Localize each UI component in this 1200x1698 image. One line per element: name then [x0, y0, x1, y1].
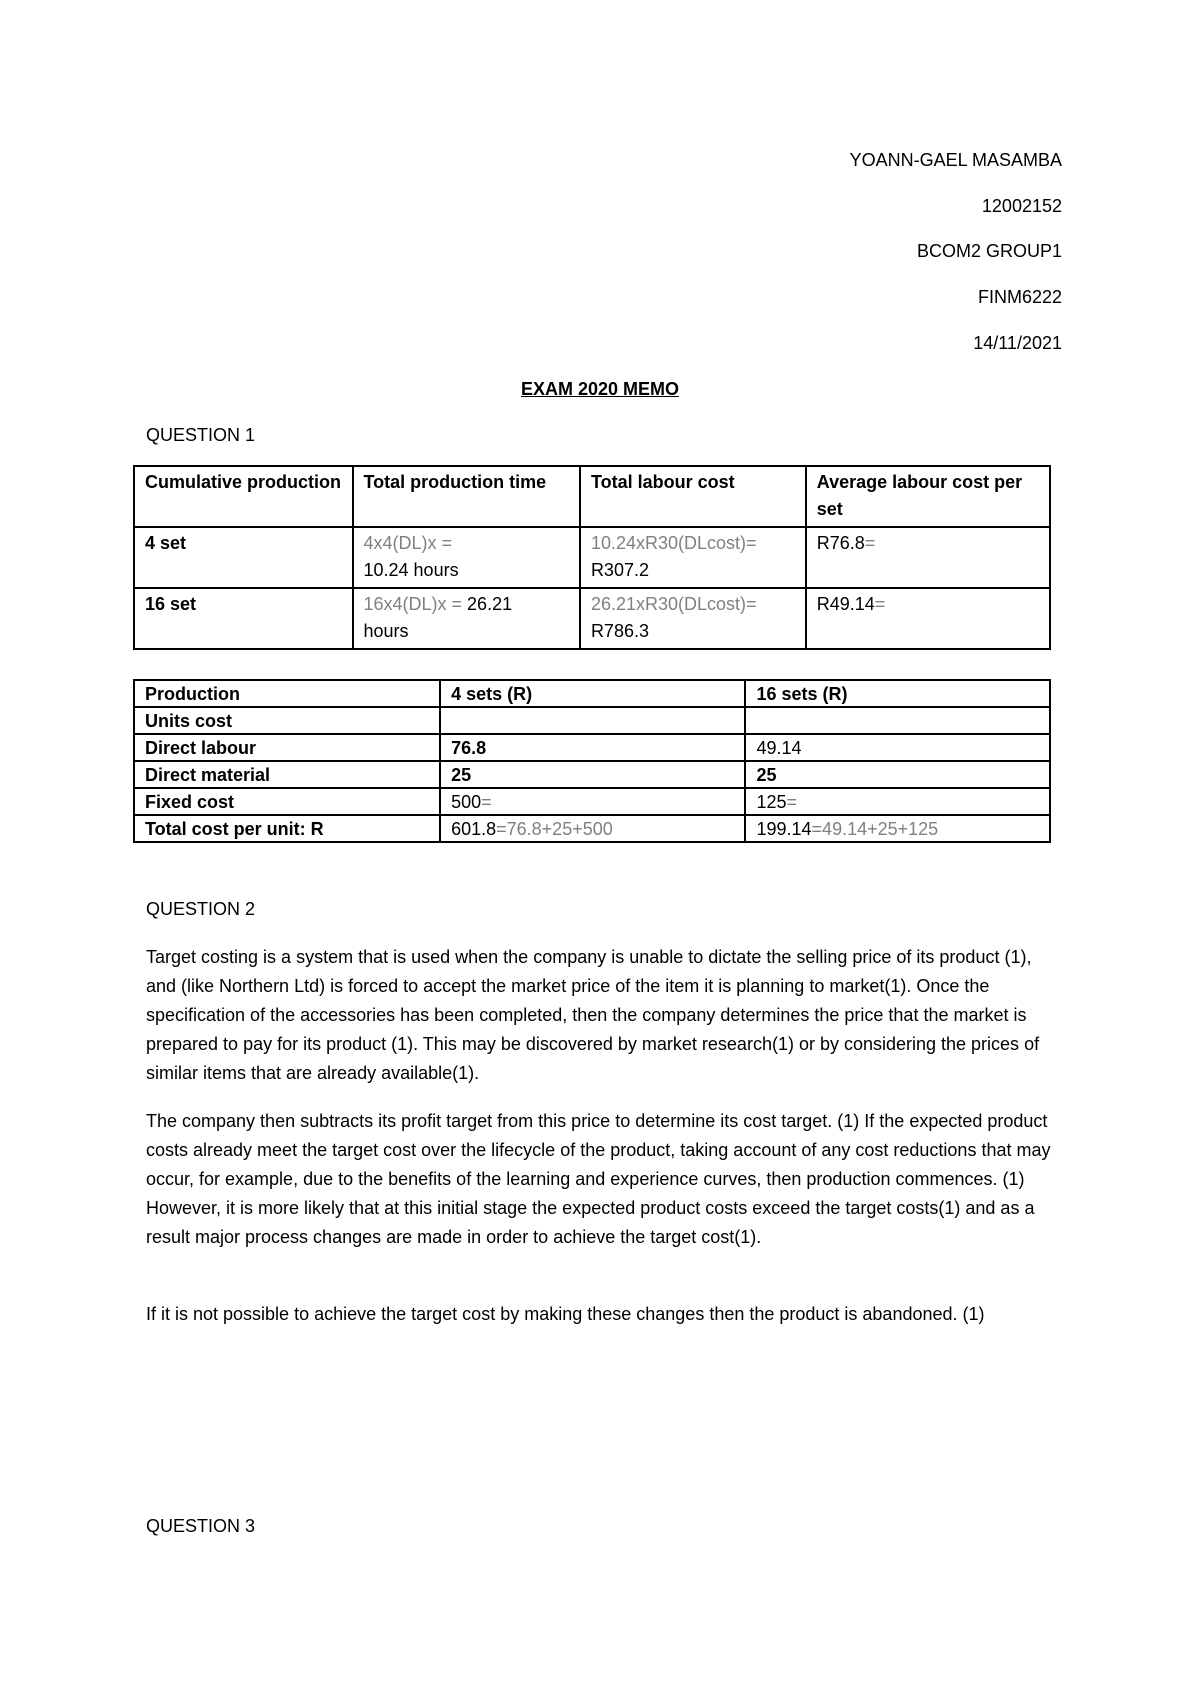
- question-2-label: QUESTION 2: [146, 899, 256, 919]
- table-row: [134, 527, 1050, 588]
- avg-cell: [806, 588, 1050, 649]
- document-date: 14/11/2021: [973, 333, 1062, 353]
- row-label: Total cost per unit: R: [134, 815, 440, 842]
- header-cell: Cumulative production: [134, 466, 353, 527]
- document-title: EXAM 2020 MEMO: [520, 379, 680, 399]
- answer-paragraph: If it is not possible to achieve the target cost by making these changes then the product is abandoned. (1): [146, 1304, 985, 1324]
- time-formula: 16x4(DL)x =: [363, 594, 468, 614]
- header-cell: Total labour cost: [580, 466, 806, 527]
- cost-formula: 26.21xR30(DLcost)=: [590, 594, 757, 614]
- value: 500: [451, 792, 482, 812]
- table-row: [134, 815, 1050, 842]
- question-1-label: QUESTION 1: [146, 425, 256, 445]
- row-label: Fixed cost: [134, 788, 440, 815]
- value: 601.8: [451, 819, 497, 839]
- student-group: BCOM2 GROUP1: [916, 241, 1062, 261]
- answer-paragraph: Target costing is a system that is used when the company is unable to dictate the selling price of its product (1), and (like Northern Ltd) is forced to accept the market price of the item it is planning to market(1). Once the specification of the accessories has been completed, then the company determines the price that the market is prepared to pay for its product (1). This may be discovered by market research(1) or by considering the prices of similar items that are already available(1).: [146, 947, 1040, 1083]
- student-name: YOANN-GAEL MASAMBA: [849, 150, 1062, 170]
- value-16-sets: 49.14: [745, 734, 1050, 761]
- answer-paragraph: The company then subtracts its profit target from this price to determine its cost target. (1) If the expected product costs already meet the target cost over the lifecycle of the product, taking account of any cost reductions that may occur, for example, due to the benefits of the learning and experience curves, then production commences. (1) However, it is more likely that at this initial stage the expected product costs exceed the target costs(1) and as a result major process changes are made in order to achieve the target cost(1).: [146, 1111, 1051, 1247]
- time-value: 26.21: [467, 594, 513, 614]
- header-cell: Average labour cost per set: [806, 466, 1050, 527]
- value-4-sets: [440, 815, 745, 842]
- student-number: 12002152: [981, 196, 1062, 216]
- table-row: [134, 588, 1050, 649]
- table-row: [134, 761, 1050, 788]
- cost-cell: [580, 588, 806, 649]
- avg-cell: [806, 527, 1050, 588]
- avg-suffix: =: [874, 594, 886, 614]
- cost-formula: 10.24xR30(DLcost)=: [590, 533, 757, 553]
- table-row: [134, 734, 1050, 761]
- time-cell: [353, 588, 580, 649]
- row-label: Direct material: [134, 761, 440, 788]
- avg-value: R76.8: [816, 533, 865, 553]
- row-label: Direct labour: [134, 734, 440, 761]
- formula-suffix: =: [481, 792, 492, 812]
- value: 125: [756, 792, 787, 812]
- module-code: FINM6222: [977, 287, 1062, 307]
- value-4-sets: 25: [440, 761, 745, 788]
- table-header-row: [134, 466, 1050, 527]
- unit-cost-table: [133, 679, 1051, 843]
- formula-suffix: =: [786, 792, 798, 812]
- formula-suffix: =49.14+25+125: [811, 819, 939, 839]
- table-row: [134, 788, 1050, 815]
- cost-cell: [580, 527, 806, 588]
- value-16-sets: 25: [745, 761, 1050, 788]
- value-16-sets: [745, 815, 1050, 842]
- time-value: 10.24 hours: [363, 560, 459, 580]
- value-4-sets: [440, 788, 745, 815]
- cost-value: R307.2: [590, 560, 649, 580]
- question-3-label: QUESTION 3: [146, 1516, 256, 1536]
- header-cell: 4 sets (R): [440, 680, 745, 707]
- row-label: 4 set: [134, 527, 353, 588]
- value-16-sets: [745, 707, 1050, 734]
- value-4-sets: [440, 707, 745, 734]
- formula-suffix: =76.8+25+500: [496, 819, 613, 839]
- time-unit: hours: [363, 621, 409, 641]
- cost-value: R786.3: [590, 621, 649, 641]
- header-cell: Production: [134, 680, 440, 707]
- value-16-sets: [745, 788, 1050, 815]
- time-cell: [353, 527, 580, 588]
- avg-value: R49.14: [816, 594, 875, 614]
- row-label: Units cost: [134, 707, 440, 734]
- row-label: 16 set: [134, 588, 353, 649]
- header-cell: Total production time: [353, 466, 580, 527]
- table-header-row: [134, 680, 1050, 707]
- avg-suffix: =: [864, 533, 876, 553]
- learning-curve-table: [133, 465, 1051, 650]
- value-4-sets: 76.8: [440, 734, 745, 761]
- header-cell: 16 sets (R): [745, 680, 1050, 707]
- time-formula: 4x4(DL)x =: [363, 533, 453, 553]
- table-row: [134, 707, 1050, 734]
- value: 199.14: [756, 819, 812, 839]
